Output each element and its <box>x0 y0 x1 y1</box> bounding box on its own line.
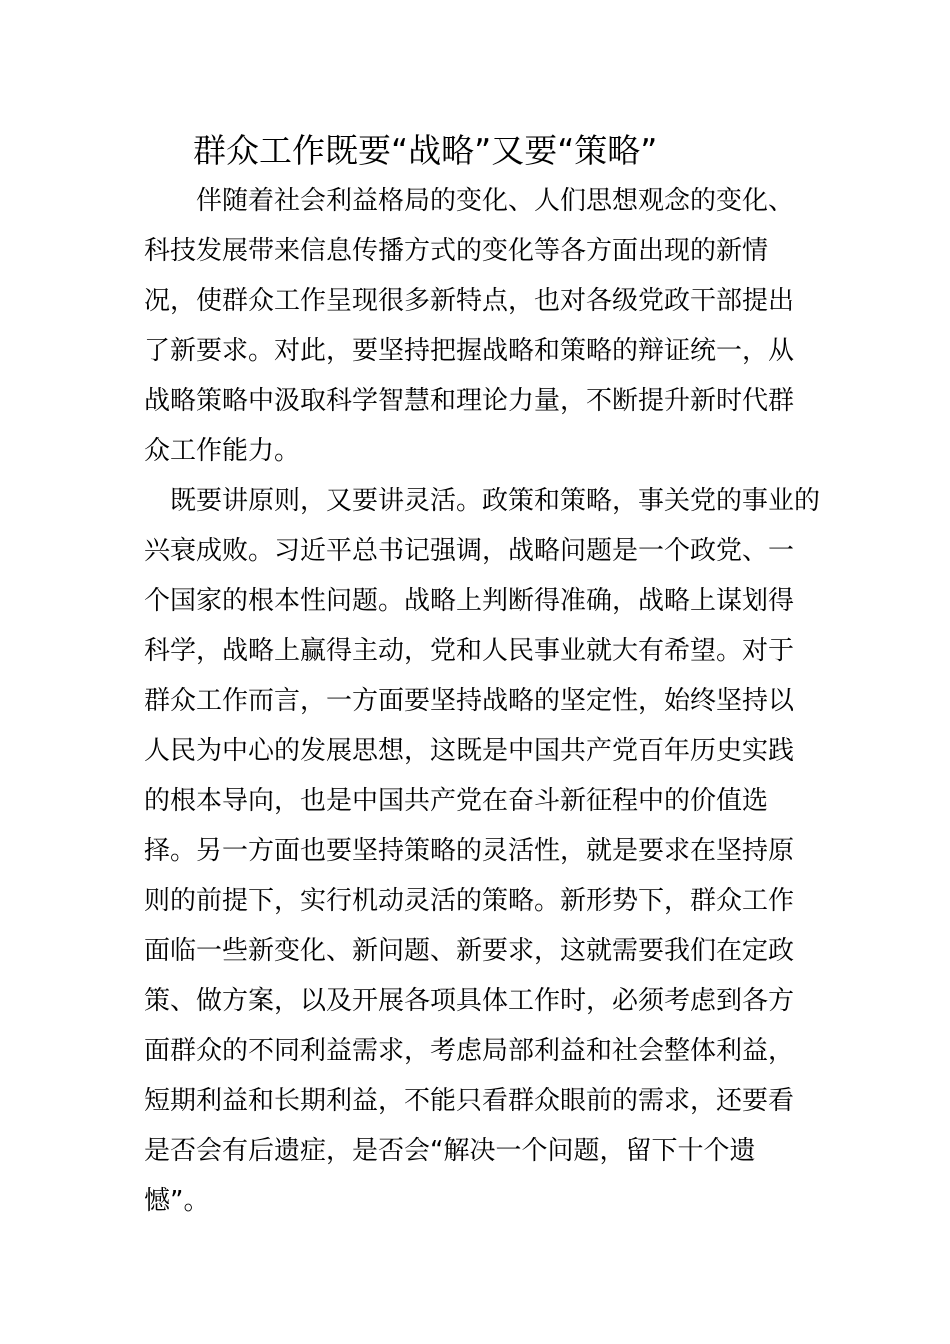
document-title: 群众工作既要“战略”又要“策略” <box>193 131 658 170</box>
text-line: 群众工作而言，一方面要坚持战略的坚定性，始终坚持以 <box>144 686 795 716</box>
text-line: 况，使群众工作呈现很多新特点，也对各级党政干部提出 <box>144 286 795 316</box>
text-line: 是否会有后遗症，是否会“解决一个问题，留下十个遗 <box>144 1136 756 1166</box>
text-line: 科学，战略上赢得主动，党和人民事业就大有希望。对于 <box>144 636 795 666</box>
text-line: 人民为中心的发展思想，这既是中国共产党百年历史实践 <box>144 736 795 766</box>
text-line: 兴衰成败。习近平总书记强调，战略问题是一个政党、一 <box>144 536 795 566</box>
text-line: 伴随着社会利益格局的变化、人们思想观念的变化、 <box>144 186 795 216</box>
text-line: 策、做方案，以及开展各项具体工作时，必须考虑到各方 <box>144 986 795 1016</box>
document-body <box>144 176 821 1226</box>
text-line: 众工作能力。 <box>144 436 301 466</box>
text-line: 既要讲原则，又要讲灵活。政策和策略，事关党的事业的 <box>144 486 821 516</box>
text-line: 则的前提下，实行机动灵活的策略。新形势下，群众工作 <box>144 886 795 916</box>
text-line: 短期利益和长期利益，不能只看群众眼前的需求，还要看 <box>144 1086 795 1116</box>
text-line: 了新要求。对此，要坚持把握战略和策略的辩证统一，从 <box>144 336 795 366</box>
text-line: 战略策略中汲取科学智慧和理论力量，不断提升新时代群 <box>144 386 795 416</box>
text-line: 择。另一方面也要坚持策略的灵活性，就是要求在坚持原 <box>144 836 795 866</box>
text-line: 的根本导向，也是中国共产党在奋斗新征程中的价值选 <box>144 786 769 816</box>
text-line: 个国家的根本性问题。战略上判断得准确，战略上谋划得 <box>144 586 795 616</box>
text-line: 面群众的不同利益需求，考虑局部利益和社会整体利益， <box>144 1036 795 1066</box>
text-line: 科技发展带来信息传播方式的变化等各方面出现的新情 <box>144 236 769 266</box>
text-line: 面临一些新变化、新问题、新要求，这就需要我们在定政 <box>144 936 795 966</box>
text-line: 憾”。 <box>144 1186 210 1216</box>
